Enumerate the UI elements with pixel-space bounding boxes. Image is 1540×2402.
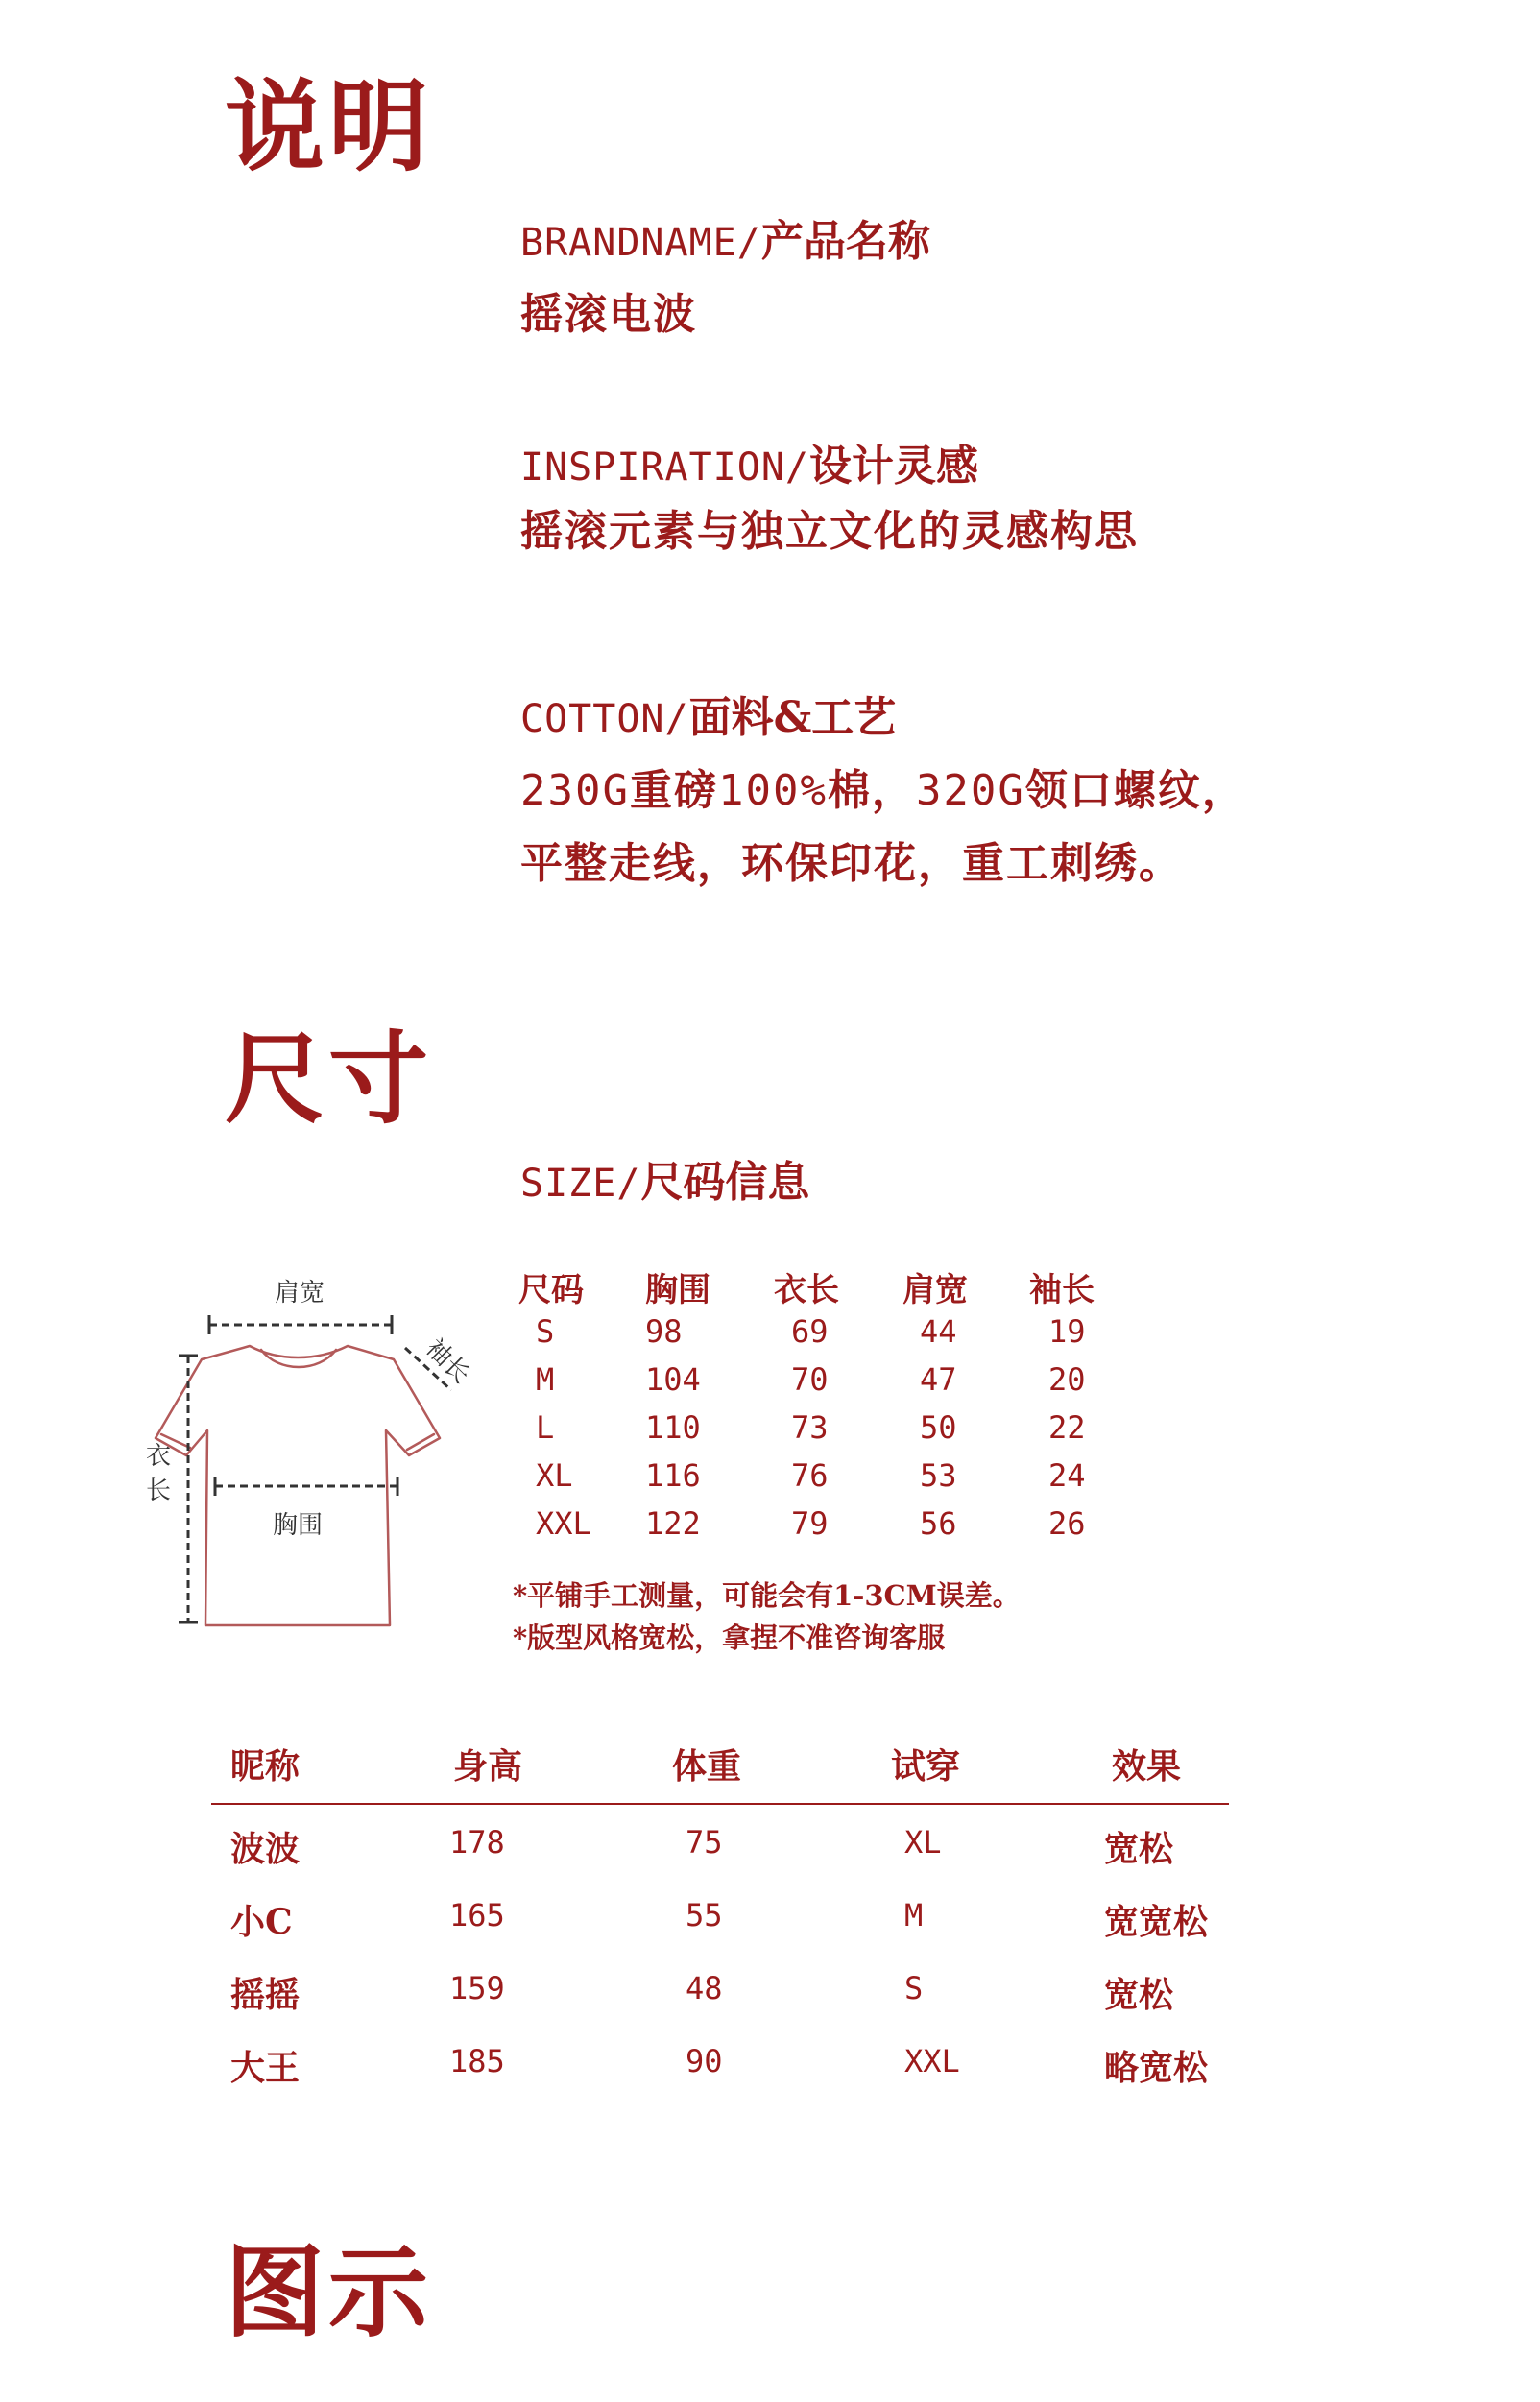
people-cell: 宽松 [1104,1829,1174,1869]
people-cell: 波波 [230,1829,301,1869]
cotton-weight: 230G [520,766,630,815]
fit-note: *版型风格宽松，拿捏不准咨询客服 [513,1621,946,1654]
people-cell: 宽松 [1104,1975,1174,2015]
brand-label-en: BRANDNAME/ [520,221,761,265]
size-cell: 56 [920,1505,957,1542]
size-header-length: 衣长 [774,1271,839,1309]
diagram-length-label-1: 衣 [146,1442,172,1471]
size-cell: 70 [791,1361,829,1398]
people-cell: 159 [449,1970,505,2006]
people-cell: M [904,1897,924,1934]
size-cell: 20 [1048,1361,1086,1398]
size-cell: 104 [645,1361,701,1398]
people-header-tried: 试穿 [891,1746,961,1787]
size-cell: 116 [645,1457,701,1494]
size-cell: 69 [791,1313,829,1350]
people-cell: 大王 [230,2048,301,2088]
brand-label-cn: 产品名称 [760,217,930,266]
people-header-height: 身高 [453,1746,523,1787]
brand-value: 摇滚电波 [520,290,697,339]
cotton-cotton: 棉， [827,766,916,815]
cotton-percent: 100% [717,766,828,815]
section-title-description: 说明 [225,67,433,185]
cotton-line-2: 平整走线，环保印花，重工刺绣。 [520,839,1183,888]
people-cell: 75 [686,1824,723,1861]
size-info-label [520,1158,810,1207]
size-cell: XXL [536,1505,591,1542]
people-cell: 小C [230,1902,293,1942]
size-cell: 76 [791,1457,829,1494]
cotton-collar: 领口螺纹， [1024,766,1246,815]
size-table [518,1263,1133,1551]
header-divider [211,1803,1229,1805]
people-cell: 178 [449,1824,505,1861]
cotton-collar-weight: 320G [915,766,1025,815]
people-cell: 55 [686,1897,723,1934]
size-cell: 24 [1048,1457,1086,1494]
inspiration-label-cn: 设计灵感 [808,442,978,491]
diagram-chest-label: 胸围 [273,1511,324,1540]
cotton-line-1 [520,766,1246,815]
people-cell: 90 [686,2043,723,2079]
people-cell: 摇摇 [230,1975,301,2015]
size-cell: 19 [1048,1313,1086,1350]
size-info-label-cn: 尺码信息 [640,1158,810,1207]
size-cell: 22 [1048,1409,1086,1446]
size-cell: 98 [645,1313,683,1350]
inspiration-label-en: INSPIRATION/ [520,445,809,490]
inspiration-value: 摇滚元素与独立文化的灵感构思 [520,507,1139,556]
people-cell: 48 [686,1970,723,2006]
section-title-size: 尺寸 [225,1020,433,1138]
people-header-weight: 体重 [672,1746,742,1787]
size-cell: M [536,1361,555,1398]
people-cell: 185 [449,2043,505,2079]
people-header-effect: 效果 [1112,1746,1182,1787]
size-header-size: 尺码 [518,1271,584,1309]
size-cell: 79 [791,1505,829,1542]
cotton-heavy: 重磅 [629,766,718,815]
people-cell: XL [904,1824,942,1861]
people-header-nickname: 昵称 [230,1746,301,1787]
size-cell: 73 [791,1409,829,1446]
size-cell: 53 [920,1457,957,1494]
measurement-note: *平铺手工测量，可能会有1-3CM误差。 [513,1579,1021,1612]
size-cell: 122 [645,1505,701,1542]
size-info-label-en: SIZE/ [520,1162,641,1206]
brand-label [520,217,930,266]
try-on-table [211,1740,1229,2124]
diagram-shoulder-label: 肩宽 [275,1279,325,1308]
section-title-images: 图示 [225,2233,433,2351]
size-header-shoulder: 肩宽 [902,1271,968,1309]
size-header-chest: 胸围 [645,1271,710,1309]
cotton-label [520,693,897,742]
people-cell: S [904,1970,924,2006]
size-cell: 47 [920,1361,957,1398]
cotton-label-en: COTTON/ [520,697,689,741]
inspiration-label [520,442,978,491]
tshirt-outline-icon [134,1265,480,1649]
diagram-sleeve-label: 袖长 [420,1333,476,1390]
people-cell: 165 [449,1897,505,1934]
size-cell: 26 [1048,1505,1086,1542]
size-cell: XL [536,1457,573,1494]
size-header-sleeve: 袖长 [1029,1271,1095,1309]
size-cell: 50 [920,1409,957,1446]
tshirt-diagram [134,1265,480,1649]
size-cell: 44 [920,1313,957,1350]
size-cell: L [536,1409,555,1446]
diagram-length-label-2: 长 [146,1477,172,1505]
cotton-label-cn: 面料&工艺 [688,693,897,742]
size-cell: 110 [645,1409,701,1446]
people-cell: 宽宽松 [1104,1902,1209,1942]
size-cell: S [536,1313,555,1350]
people-cell: 略宽松 [1104,2048,1209,2088]
people-cell: XXL [904,2043,960,2079]
